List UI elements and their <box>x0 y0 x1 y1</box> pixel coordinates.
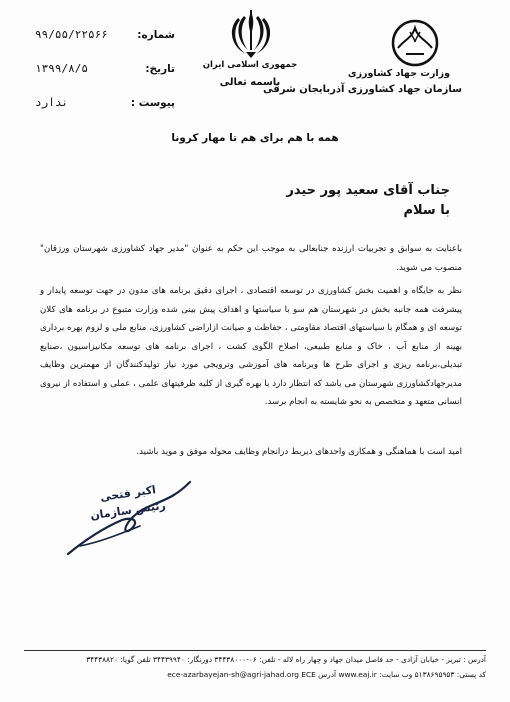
slogan: همه با هم برای هم تا مهار کرونا <box>171 132 339 144</box>
footer-address: آدرس : تبریز - خیابان آزادی - حد فاصل میدان جهاد و چهار راه لاله - تلفن: ۰۶-۳۴۴۳۸۰۰۰ دورنگار: ۳۴۴۳۹۹۴۰ تلفن گویا: ۳۴۴۳۸۸۲۰ <box>86 655 486 664</box>
body-paragraph-1: باعنایت به سوابق و تجربیات ارزنده جنابعالی به موجب این حکم به عنوان "مدیر جهاد کشاورزی شهرستان ورزقان" منصوب می شوید. <box>40 244 462 273</box>
organization-name: سازمان جهاد کشاورزی آذربایجان شرقی <box>263 84 462 95</box>
attachment-row <box>35 96 175 130</box>
footer-divider <box>24 650 486 651</box>
country-name: جمهوری اسلامی ایران <box>202 60 298 70</box>
body-paragraph-2: نظر به جایگاه و اهمیت بخش کشاورزی در توسعه اقتصادی ، اجرای دقیق برنامه های مدون در جهت توسعه پایدار و پیشرفت همه جانبه بخش در شهرستان هم سو با سیاستها و اهداف پیش بینی شده وزارت متبوع در برنامه های کلان توسعه ای و همگام با سیاستهای اقتصاد مقاومتی ، حفاظت و صیانت ازاراضی کشاورزی، منابع ملی و لزوم بهره برداری بهینه از منابع آب ، خاک و منابع طبیعی، اصلاح الگوی کشت ، اجرای برنامه های توسعه مکانیزاسیون ،صنایع تبدیلی،برنامه ریزی و اجرای طرح ها وبرنامه های آموزشی وترویجی مورد نیاز تولیدکنندگان از مهمترین وظایف مدیرجهادکشاورزی شهرستان می باشد که انتظار دارد با بهره گیری از کلیه ظرفیتهای علمی ، عملی و استفاده از نیروی انسانی متعهد و متخصص به نحو شایسته به انجام برسد. <box>40 286 462 407</box>
date-label: تاریخ: <box>145 63 175 75</box>
national-emblem-icon <box>226 8 276 63</box>
number-value: ۹۹/۵۵/۲۲۵۶۶ <box>35 28 108 41</box>
attachment-label: پیوست : <box>130 97 175 109</box>
jihad-keshavarzi-logo-icon <box>386 18 444 68</box>
signatory-title: رئیس سازمان <box>89 498 167 523</box>
addressee: جناب آقای سعید پور حیدر <box>286 183 450 198</box>
attachment-value: ندارد <box>35 96 69 109</box>
signatory-name: اکبر فتحی <box>99 483 157 504</box>
number-label: شماره: <box>137 29 175 41</box>
invocation: باسمه تعالی <box>219 77 281 88</box>
body-paragraph-3: امید است با هماهنگی و همکاری واحدهای ذیربط درانجام وظایف محوله موفق و موید باشید. <box>136 447 462 457</box>
number-row <box>35 28 175 62</box>
ministry-name: وزارت جهاد کشاورزی <box>347 68 450 79</box>
letter-meta <box>35 28 175 130</box>
footer-contact: کد پستی: ۵۱۳۸۶۹۵۹۵۳ وب سایت: www.eaj.ir آدرس ece-azarbayejan-sh@agri-jahad.org ECE <box>167 670 486 679</box>
greeting: با سلام <box>403 203 450 218</box>
date-row <box>35 62 175 96</box>
date-value: ۱۳۹۹/۸/۵ <box>35 62 88 75</box>
